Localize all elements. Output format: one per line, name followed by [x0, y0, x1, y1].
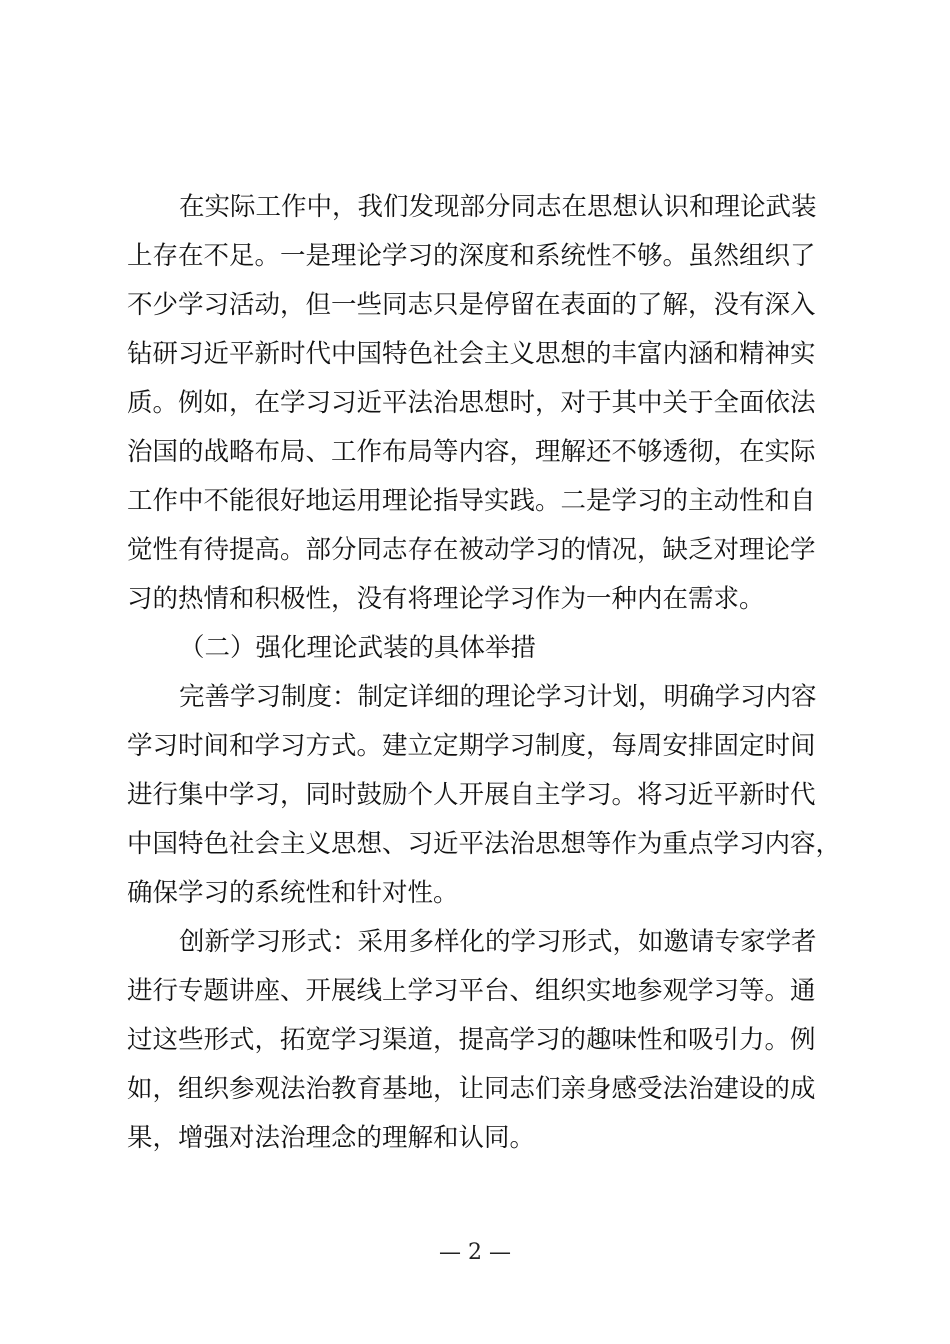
paragraph-study-system	[127, 673, 857, 918]
page-number: — 2 —	[439, 1240, 511, 1265]
text-line: 习的热情和积极性，没有将理论学习作为一种内在需求。	[127, 584, 765, 614]
text-line: 工作中不能很好地运用理论指导实践。二是学习的主动性和自	[127, 486, 816, 516]
text-line: 治国的战略布局、工作布局等内容，理解还不够透彻，在实际	[127, 437, 816, 467]
text-line: 质。例如，在学习习近平法治思想时，对于其中关于全面依法	[127, 388, 816, 418]
text-line: 果，增强对法治理念的理解和认同。	[127, 1123, 536, 1153]
text-line: 钻研习近平新时代中国特色社会主义思想的丰富内涵和精神实	[127, 339, 816, 369]
text-line: 进行专题讲座、开展线上学习平台、组织实地参观学习等。通	[127, 976, 816, 1006]
text-line: 进行集中学习，同时鼓励个人开展自主学习。将习近平新时代	[127, 780, 816, 810]
text-line: 中国特色社会主义思想、习近平法治思想等作为重点学习内容，	[127, 829, 842, 859]
text-line: 确保学习的系统性和针对性。	[127, 878, 459, 908]
text-line: 学习时间和学习方式。建立定期学习制度，每周安排固定时间	[127, 731, 816, 761]
paragraph-practice-issues	[127, 183, 857, 624]
section-heading-text: （二）强化理论武装的具体举措	[179, 633, 537, 663]
text-line: 觉性有待提高。部分同志存在被动学习的情况，缺乏对理论学	[127, 535, 816, 565]
text-line: 上存在不足。一是理论学习的深度和系统性不够。虽然组织了	[127, 241, 816, 271]
text-line: 在实际工作中，我们发现部分同志在思想认识和理论武装	[179, 192, 817, 222]
paragraph-study-forms	[127, 918, 857, 1163]
text-line: 完善学习制度：制定详细的理论学习计划，明确学习内容	[179, 682, 817, 712]
text-line: 过这些形式，拓宽学习渠道，提高学习的趣味性和吸引力。例	[127, 1025, 816, 1055]
text-line: 创新学习形式：采用多样化的学习形式，如邀请专家学者	[179, 927, 817, 957]
document-body	[127, 183, 857, 1163]
text-line: 不少学习活动，但一些同志只是停留在表面的了解，没有深入	[127, 290, 816, 320]
section-heading	[127, 624, 857, 673]
text-line: 如，组织参观法治教育基地，让同志们亲身感受法治建设的成	[127, 1074, 816, 1104]
